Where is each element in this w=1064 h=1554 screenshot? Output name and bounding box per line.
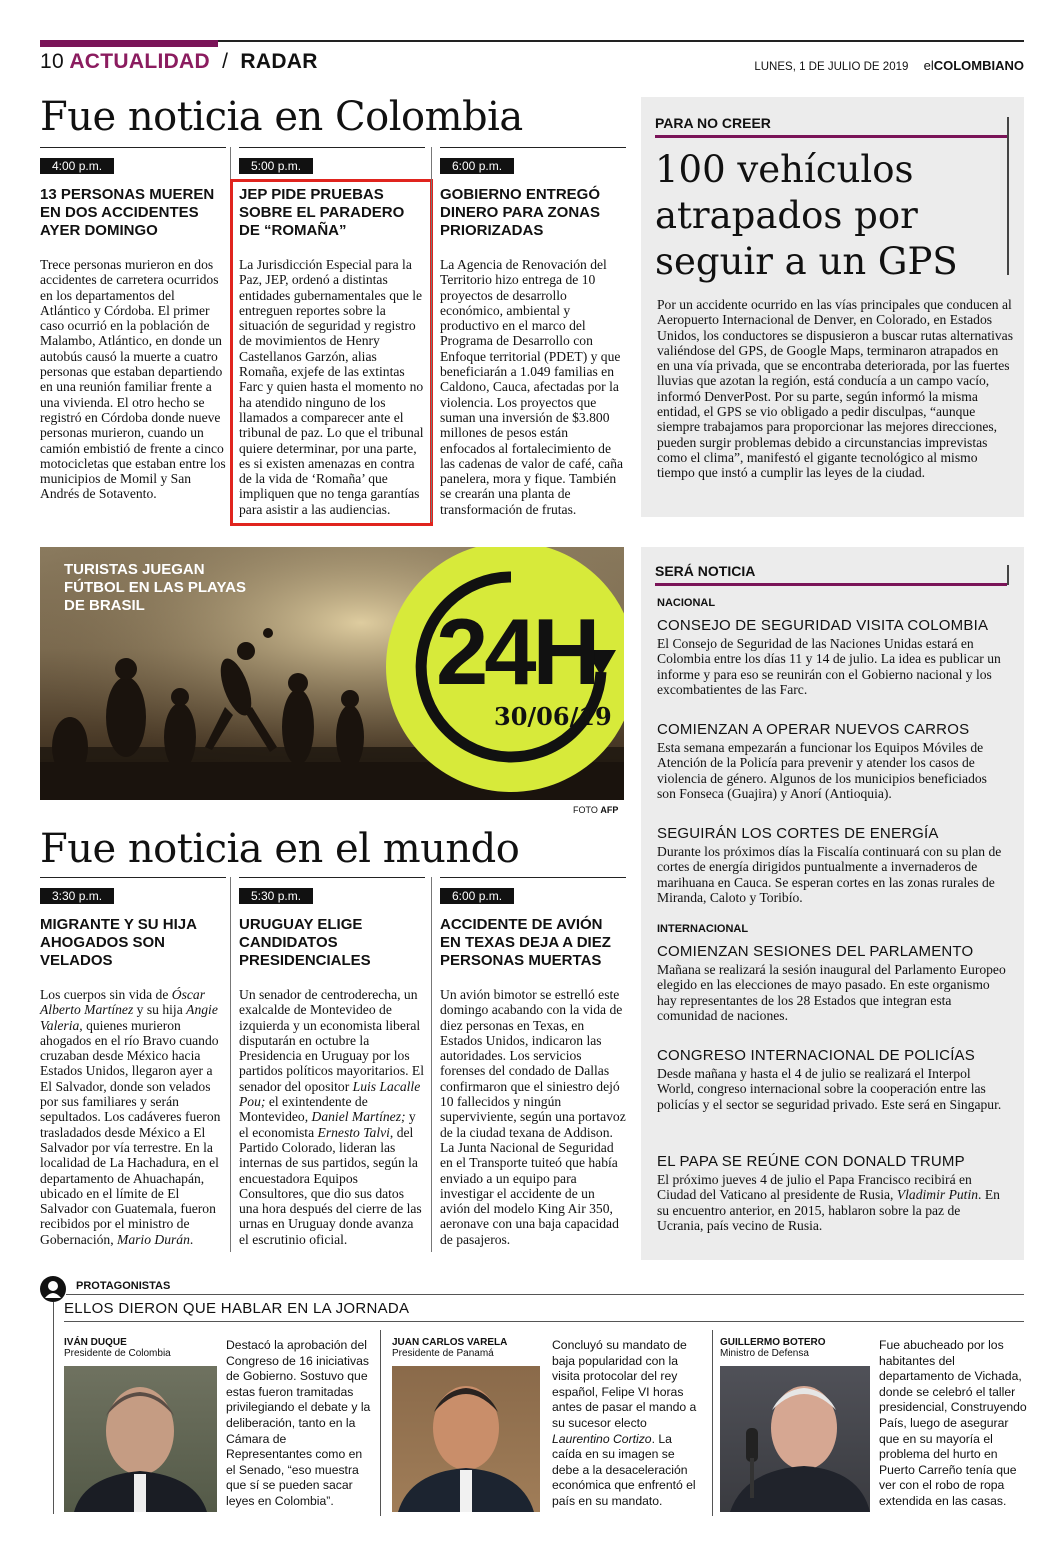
label-accent-rule: [655, 135, 1007, 138]
24h-badge-date: 30/06/19: [494, 702, 612, 731]
sera-noticia-box: [641, 547, 1024, 1260]
item-body: El Consejo de Seguridad de las Naciones Unidas estará en Colombia entre los días 11 y 14 de julio. La idea es publicar un informe y para eso se reunirán con el Gobierno nacional y los excombatientes de las Farc.: [657, 636, 1001, 697]
protagonist-text: Destacó la aprobación del Congreso de 16 iniciativas de Gobierno. Sostuvo que estas fueron tramitadas privilegiando el debate y la deliberación, tanto en la Cámara de Representantes como en el Senado, “eso muestra que sí se pueden sacar leyes en Colombia”.: [226, 1338, 371, 1508]
column-divider: [380, 1330, 381, 1516]
time-tag: 3:30 p.m.: [40, 888, 114, 904]
issue-date: LUNES, 1 DE JULIO DE 2019: [754, 61, 909, 73]
time-tag: 5:00 p.m.: [239, 158, 313, 174]
column-rule: [440, 147, 626, 148]
story-headline: ACCIDENTE DE AVIÓN EN TEXAS DEJA A DIEZ PERSONAS MUERTAS: [440, 916, 611, 969]
item-body: Durante los próximos días la Fiscalía continuará con su plan de cortes de energía dirigidos puntualmente a invernaderos de marihuana en Cauca. Se esperan cortes en las zonas rurales de Miranda, Caloto y Toribío.: [657, 844, 1002, 905]
item-body: Esta semana empezarán a funcionar los Equipos Móviles de Atención de la Policía para prevenir y atender los casos de violencia de género. Algunos de los municipios beneficiados son Fonseca (Guajira) y Anorí (Antioquia).: [657, 740, 987, 801]
story-headline: URUGUAY ELIGE CANDIDATOS PRESIDENCIALES: [239, 916, 371, 969]
photo-credit-prefix: FOTO: [573, 805, 598, 815]
time-tag: 6:00 p.m.: [440, 888, 514, 904]
protagonist-2: [392, 1337, 542, 1359]
photo-caption: TURISTAS JUEGAN FÚTBOL EN LAS PLAYAS DE BRASIL: [64, 561, 246, 614]
section-side-rule: [53, 1302, 54, 1514]
story-body: Los cuerpos sin vida de Óscar Alberto Martínez y su hija Angie Valeria, quienes murieron ahogados en el río Bravo cuando cruzaban desde México hacia Estados Unidos, llegaron ayer a El Salvador, donde son velados por sus familiares y serán sepultados. Los cadáveres fueron trasladados desde México a El Salvador por vía terrestre. En la localidad de La Hachadura, en el departamento de Ahuachapán, ubicado en el límite de El Salvador con Guatemala, fueron recibidos por el ministro de Gobernación, Mario Durán.: [40, 987, 221, 1247]
section-rule: [64, 1321, 1024, 1322]
column-rule: [440, 877, 626, 878]
protagonist-role: Presidente de Colombia: [64, 1348, 171, 1359]
story-body: La Agencia de Renovación del Territorio hizo entrega de 10 proyectos de desarrollo económico, ambiental y productivo en el marco del Programa de Desarrollo con Enfoque territorial (PDET) y que beneficiarán a 1.049 familias en Caldono, Cauca, afectadas por la violencia. Los proyectos que suman una inversión de $3.800 millones de pesos están enfocados al fortalecimiento de las cadenas de valor de café, caña panelera, mora y fique. También se crearán una planta de transformación de frutas.: [440, 257, 624, 517]
subsection-name: RADAR: [240, 50, 318, 73]
story-body: Trece personas murieron en dos accidentes de carretera ocurridos en los departamentos del Atlántico y Córdoba. El primer caso ocurrió en la población de Malambo, Atlántico, en donde un autobús causó la muerte a cuatro personas que estaban departiendo en una reunión familiar frente a una vivienda. El otro hecho se registró en Córdoba donde nueve personas murieron, cuando un camión embistió de frente a cinco motocicletas que estaban entre los municipios de Momil y San Andrés de Sotavento.: [40, 257, 226, 502]
colombia-story-1: [40, 147, 226, 502]
protagonist-name: GUILLERMO BOTERO: [720, 1337, 826, 1348]
column-rule: [40, 877, 226, 878]
section-accent-bar: [40, 40, 218, 47]
protagonist-name: JUAN CARLOS VARELA: [392, 1337, 508, 1348]
protagonistas-subtitle: ELLOS DIERON QUE HABLAR EN LA JORNADA: [64, 1300, 410, 1317]
item-headline: SEGUIRÁN LOS CORTES DE ENERGÍA: [657, 825, 939, 842]
item-headline: COMIENZAN A OPERAR NUEVOS CARROS: [657, 721, 970, 738]
column-rule: [40, 147, 226, 148]
portrait-juan-carlos-varela: [392, 1366, 540, 1512]
header-separator: /: [222, 50, 229, 73]
protagonist-text: Fue abucheado por los habitantes del departamento de Vichada, donde se celebró el taller presidencial, Construyendo País, luego de asegurar que en su mayoría el problema del hurto en Puerto Carreño tenía que ver con el robo de ropa extendida en las casas.: [879, 1338, 1027, 1508]
section-rule: [66, 1294, 1024, 1295]
item-body: Mañana se realizará la sesión inaugural del Parlamento Europeo elegido en las elecciones de mayo pasado. En este organismo hay representantes de los 28 Estados que integran esta comunidad de naciones.: [657, 962, 1006, 1023]
time-tag: 5:30 p.m.: [239, 888, 313, 904]
portrait-ivan-duque: [64, 1366, 217, 1512]
page-number: 10: [40, 50, 64, 73]
protagonist-role: Ministro de Defensa: [720, 1348, 809, 1359]
item-headline: CONGRESO INTERNACIONAL DE POLICÍAS: [657, 1047, 975, 1064]
protagonist-3: [720, 1337, 870, 1359]
time-tag: 6:00 p.m.: [440, 158, 514, 174]
sera-noticia-item: [657, 617, 1009, 697]
column-divider: [431, 147, 432, 522]
column-divider: [712, 1330, 713, 1516]
para-no-creer-body: Por un accidente ocurrido en las vías principales que conducen al Aeropuerto Internacional de Denver, en Colorado, en Estados Unidos, los conductores se dispusieron a buscar rutas alternativas valiéndose del GPS, de Google Maps, terminaron atrapados en en una vía privada, que se encontraba deteriorada, por las fuertes lluvias que azotan la región, está conducía a un campo vacío, informó DenverPost. Por su parte, según informó la misma entidad, el GPS se vio obligado a pedir disculpas, “aunque siempre trabajamos para proporcionar las mejores direcciones, pueden surgir problemas debido a circunstancias imprevistas como el clima”, manifestó el gigante tecnológico al mismo tiempo que instó a cumplir las leyes de la ciudad.: [657, 297, 1013, 481]
column-divider: [431, 877, 432, 1252]
sera-noticia-item: [657, 1047, 1009, 1112]
mundo-story-1: [40, 877, 226, 1247]
internacional-label: INTERNACIONAL: [657, 923, 749, 935]
story-body: Un senador de centroderecha, un exalcalde de Montevideo de izquierda y un economista liberal disputarán en octubre la Presidencia en Uruguay por los partidos políticos mayoritarios. El senador del opositor Luis Lacalle Pou; el exintendente de Montevideo, Daniel Martínez; y el economista Ernesto Talvi, del Partido Colorado, lideran las internas de sus partidos, según la encuestadora Equipos Consultores, que dio sus datos una hora después del cierre de las urnas en Uruguay donde avanza el escrutinio oficial.: [239, 987, 424, 1247]
item-headline: COMIENZAN SESIONES DEL PARLAMENTO: [657, 943, 974, 960]
masthead-right: [754, 58, 1024, 73]
brand-name: COLOMBIANO: [933, 58, 1024, 73]
photo-credit-agency: AFP: [600, 805, 619, 815]
box-edge-rule: [1007, 565, 1009, 585]
story-headline: MIGRANTE Y SU HIJA AHOGADOS SON VELADOS: [40, 916, 197, 969]
label-accent-rule: [655, 583, 1007, 586]
sera-noticia-item: [657, 721, 1009, 801]
box-edge-rule: [1007, 117, 1009, 275]
column-rule: [239, 147, 425, 148]
24h-badge: [386, 547, 624, 792]
item-headline: CONSEJO DE SEGURIDAD VISITA COLOMBIA: [657, 617, 989, 634]
mundo-story-2: [239, 877, 425, 1247]
page-header: [40, 50, 318, 74]
column-rule: [239, 877, 425, 878]
protagonist-1: [64, 1337, 214, 1359]
protagonist-name: IVÁN DUQUE: [64, 1337, 127, 1348]
story-headline: 13 PERSONAS MUEREN EN DOS ACCIDENTES AYER DOMINGO: [40, 186, 215, 239]
sera-noticia-item: [657, 943, 1009, 1023]
story-body: Un avión bimotor se estrelló este domingo acabando con la vida de diez personas en Texas, en Estados Unidos, indicaron las autoridades. Los servicios forenses del condado de Dallas confirmaron que el siniestro dejó 10 fallecidos y ningún superviviente, según una portavoz de la ciudad texana de Addison. La Junta Nacional de Seguridad en el Transporte tuiteó que había enviado a un equipo para investigar el accidente de un avión del modelo King Air 350, aeronave con una baja capacidad de pasajeros.: [440, 987, 626, 1247]
colombia-section-title: Fue noticia en Colombia: [40, 94, 523, 140]
time-tag: 4:00 p.m.: [40, 158, 114, 174]
para-no-creer-box: [641, 97, 1024, 517]
para-no-creer-label: PARA NO CREER: [655, 115, 771, 131]
story-body: La Jurisdicción Especial para la Paz, JEP, ordenó a distintas entidades gubernamentales que le entreguen reportes sobre la situación de seguridad y registro de movimientos de Henry Castellanos Garzón, alias Romaña, exjefe de las extintas Farc y quien hasta el momento no ha atendido ninguno de los llamados a comparecer ante el tribunal de paz. Lo que el tribunal quiere determinar, por una parte, es si existen amenazas en contra de la vida de ‘Romaña’ que impliquen que no tenga garantías para asistir a las audiencias.: [239, 257, 424, 517]
brand-prefix: el: [923, 58, 934, 73]
portrait-guillermo-botero: [720, 1366, 870, 1512]
24h-badge-text: 24H: [436, 599, 597, 704]
item-body: Desde mañana y hasta el 4 de julio se realizará el Interpol World, congreso internacional sobre la cooperación entre las policías y el sector se seguridad privado. Este será en Singapur.: [657, 1066, 1002, 1112]
story-headline: GOBIERNO ENTREGÓ DINERO PARA ZONAS PRIORIZADAS: [440, 186, 601, 239]
story-headline: JEP PIDE PRUEBAS SOBRE EL PARADERO DE “ROMAÑA”: [239, 186, 405, 239]
section-name: ACTUALIDAD: [69, 50, 210, 73]
protagonistas-label: PROTAGONISTAS: [76, 1280, 171, 1292]
mundo-section-title: Fue noticia en el mundo: [40, 826, 520, 872]
column-divider: [230, 877, 231, 1252]
item-headline: EL PAPA SE REÚNE CON DONALD TRUMP: [657, 1153, 965, 1170]
highlight-box: [230, 179, 433, 526]
mundo-story-3: [440, 877, 626, 1247]
protagonist-role: Presidente de Panamá: [392, 1348, 494, 1359]
para-no-creer-headline: 100 vehículos atrapados por seguir a un GPS: [655, 148, 958, 283]
sera-noticia-label: SERÁ NOTICIA: [655, 563, 756, 579]
photo-credit: [573, 805, 618, 815]
protagonist-text: Concluyó su mandato de baja popularidad con la visita protocolar del rey español, Felipe VI horas antes de pasar el mando a su sucesor electo Laurentino Cortizo. La caída en su imagen se debe a la desaceleración económica que enfrentó el país en su mandato.: [552, 1338, 697, 1508]
person-icon: [40, 1276, 66, 1302]
item-body: El próximo jueves 4 de julio el Papa Francisco recibirá en Ciudad del Vaticano al presidente de Rusia, Vladimir Putin. En su encuentro anterior, en 2015, hablaron sobre la paz de Ucrania, país vecino de Rusia.: [657, 1172, 1000, 1233]
sera-noticia-item: [657, 825, 1009, 905]
nacional-label: NACIONAL: [657, 597, 716, 609]
beach-football-photo: [40, 547, 624, 800]
sera-noticia-item: [657, 1153, 1009, 1233]
colombia-story-3: [440, 147, 626, 517]
